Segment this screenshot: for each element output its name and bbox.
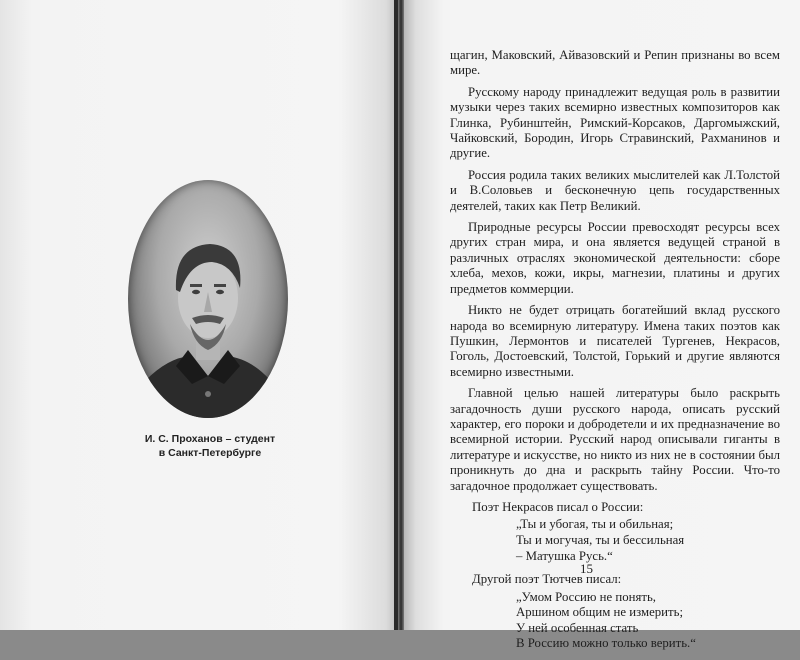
portrait-figure [128, 180, 288, 418]
body-text [450, 48, 780, 660]
poem-line: В Россию можно только верить.“ [516, 636, 696, 651]
caption-line: И. С. Проханов – студент [144, 433, 276, 445]
poem-line: Аршином общим не измерить; [516, 605, 684, 620]
poem-nekrasov [516, 517, 780, 564]
paragraph: Русскому народу принадлежит ведущая роль в развитии музыки через таких всемирно известных композиторов как Глинка, Рубинштейн, Римский-Корсаков, Даргомыжский, Чайковский, Бородин, Игорь Стравинский, Рахманинов и другие. [450, 84, 780, 161]
poem-line: Ты и могучая, ты и бессильная [516, 532, 685, 547]
caption-line: в Санкт-Петербурге [158, 447, 262, 459]
poem-intro: Поэт Некрасов писал о России: [472, 499, 644, 514]
paragraph: Россия родила таких великих мыслителей как Л.Толстой и В.Соловьев и бесконечную цепь государственных деятелей, таких как Петр Великий. [450, 167, 780, 213]
portrait-caption [120, 432, 300, 460]
poem-line: „Ты и убогая, ты и обильная; [516, 517, 674, 532]
portrait-photo [128, 180, 288, 418]
poem-intro: Другой поэт Тютчев писал: [472, 572, 622, 587]
left-page [0, 0, 398, 630]
poem-line: – Матушка Русь.“ [516, 548, 613, 563]
paragraph: Никто не будет отрицать богатейший вклад русского народа во всемирную литературу. Имена таких поэтов как Пушкин, Лермонтов и писателей Тургенев, Некрасов, Гоголь, Достоевский, Толстой, Горький и другие являются всемирно известными. [450, 303, 780, 379]
paragraph: Главной целью нашей литературы было раскрыть загадочность души русского народа, описать русский характер, его пороки и добродетели и их предназначение во всемирной истории. Русский народ описывали гиганты в литературе и искусстве, но никто из них не в состоянии был проникнуть до дна и раскрыть тайну России. Что-то загадочное продолжает существовать. [450, 386, 780, 493]
paragraph: щагин, Маковский, Айвазовский и Репин признаны во всем мире. [450, 48, 780, 78]
page-number: 15 [580, 561, 593, 576]
paragraph: Природные ресурсы России превосходят ресурсы всех других стран мира, и она является ведущей страной в различных отраслях экономической деятельности: сборе хлеба, мехов, кожи, икры, магнезии, платины и других предметов коммерции. [450, 220, 780, 296]
poem-line: „Умом Россию не понять, [516, 589, 656, 604]
poem-line: У ней особенная стать [516, 620, 639, 635]
poem-tyutchev [516, 590, 780, 652]
